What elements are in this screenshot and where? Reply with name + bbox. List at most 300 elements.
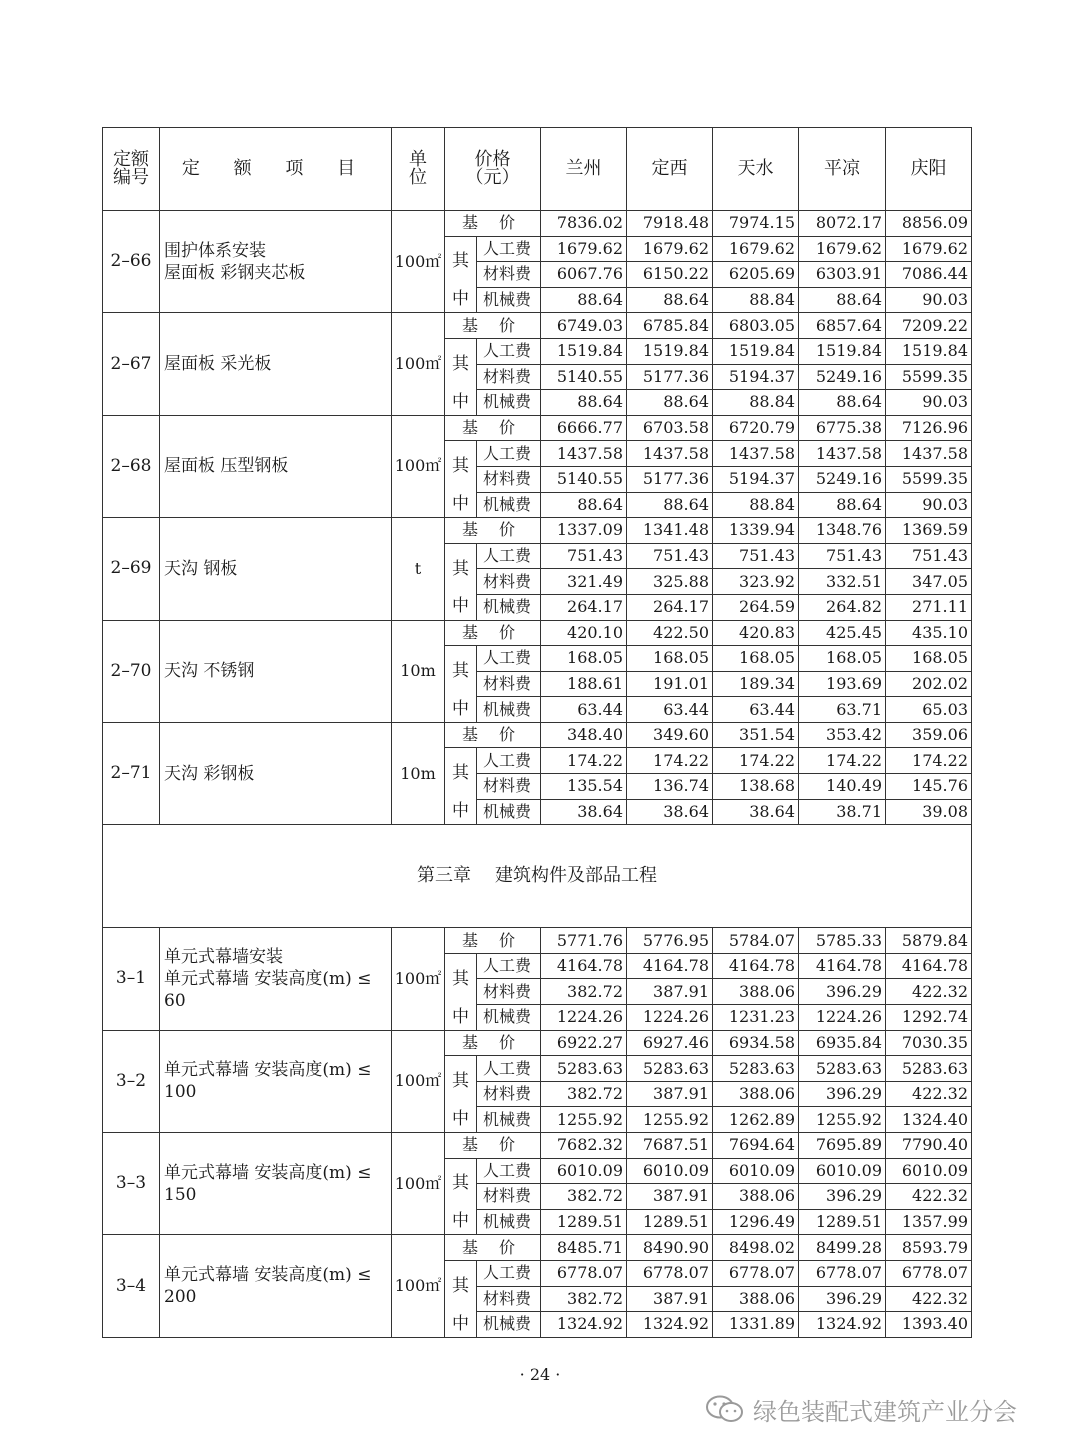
price-cell: 5194.37 (713, 466, 799, 492)
price-cell: 7687.51 (627, 1133, 713, 1159)
price-cell: 5140.55 (541, 364, 627, 390)
price-cell: 4164.78 (799, 953, 886, 979)
qi-label: 其 (445, 953, 477, 1004)
price-cell: 382.72 (541, 1286, 627, 1312)
price-cell: 193.69 (799, 671, 886, 697)
price-cell: 5784.07 (713, 928, 799, 954)
price-cell: 5194.37 (713, 364, 799, 390)
price-cell: 5283.63 (799, 1056, 886, 1082)
price-cell: 1437.58 (627, 441, 713, 467)
item-name (160, 211, 392, 313)
price-cell: 1289.51 (627, 1209, 713, 1235)
watermark-text: 绿色装配式建筑产业分会 (753, 1397, 1017, 1426)
price-cell: 189.34 (713, 671, 799, 697)
price-cell: 1231.23 (713, 1005, 799, 1031)
price-cell: 8498.02 (713, 1235, 799, 1261)
price-cell: 1337.09 (541, 518, 627, 544)
item-unit: 100㎡ (392, 928, 445, 1030)
qi-label: 其 (445, 338, 477, 389)
price-cell: 1369.59 (886, 518, 972, 544)
price-cell: 7682.32 (541, 1133, 627, 1159)
price-cell: 1519.84 (799, 338, 886, 364)
price-cell: 6934.58 (713, 1030, 799, 1056)
price-cell: 8593.79 (886, 1235, 972, 1261)
price-cell: 6927.46 (627, 1030, 713, 1056)
price-cell: 751.43 (541, 543, 627, 569)
price-cell: 1224.26 (799, 1005, 886, 1031)
item-name-line: 天沟 不锈钢 (164, 661, 255, 682)
price-cell: 1348.76 (799, 518, 886, 544)
item-unit: 100㎡ (392, 1133, 445, 1235)
price-cell: 88.84 (713, 287, 799, 313)
price-cell: 6935.84 (799, 1030, 886, 1056)
price-cell: 174.22 (713, 748, 799, 774)
price-cell: 5249.16 (799, 466, 886, 492)
item-unit: 10m (392, 620, 445, 722)
price-cell: 382.72 (541, 1184, 627, 1210)
price-cell: 63.44 (713, 697, 799, 723)
price-cell: 1679.62 (799, 236, 886, 262)
price-cell: 422.50 (627, 620, 713, 646)
price-cell: 88.64 (799, 287, 886, 313)
price-cell: 168.05 (799, 646, 886, 672)
cost-label: 机械费 (477, 1312, 541, 1338)
table-header (103, 128, 972, 211)
price-cell: 7790.40 (886, 1133, 972, 1159)
cost-label: 人工费 (477, 441, 541, 467)
cost-label: 人工费 (477, 236, 541, 262)
price-cell: 6778.07 (627, 1260, 713, 1286)
price-cell: 332.51 (799, 569, 886, 595)
item-name (160, 1030, 392, 1132)
item-name-line: 200 (164, 1287, 197, 1308)
price-cell: 396.29 (799, 1286, 886, 1312)
price-cell: 323.92 (713, 569, 799, 595)
price-cell: 388.06 (713, 1081, 799, 1107)
price-cell: 88.64 (627, 390, 713, 416)
cost-label: 机械费 (477, 594, 541, 620)
qi-label: 其 (445, 1056, 477, 1107)
price-cell: 4164.78 (886, 953, 972, 979)
price-cell: 174.22 (799, 748, 886, 774)
price-cell: 5283.63 (541, 1056, 627, 1082)
table-row-base (103, 1235, 972, 1261)
item-name-line: 天沟 钢板 (164, 558, 238, 579)
price-cell: 1255.92 (627, 1107, 713, 1133)
price-cell: 7694.64 (713, 1133, 799, 1159)
price-cell: 349.60 (627, 722, 713, 748)
item-code: 3–1 (103, 928, 160, 1030)
price-cell: 1289.51 (541, 1209, 627, 1235)
header-price: 价格 （元） (445, 128, 541, 211)
price-cell: 7126.96 (886, 415, 972, 441)
price-cell: 88.84 (713, 390, 799, 416)
price-cell: 7209.22 (886, 313, 972, 339)
price-cell: 382.72 (541, 979, 627, 1005)
price-cell: 88.64 (541, 390, 627, 416)
price-cell: 6067.76 (541, 262, 627, 288)
price-cell: 4164.78 (713, 953, 799, 979)
price-cell: 6785.84 (627, 313, 713, 339)
zhong-label: 中 (445, 594, 477, 620)
price-cell: 65.03 (886, 697, 972, 723)
item-name (160, 313, 392, 415)
price-cell: 5283.63 (886, 1056, 972, 1082)
price-cell: 751.43 (799, 543, 886, 569)
base-price-label: 基 价 (445, 620, 541, 646)
item-code: 2–68 (103, 415, 160, 517)
price-cell: 6857.64 (799, 313, 886, 339)
price-cell: 388.06 (713, 1286, 799, 1312)
table-row-base (103, 1133, 972, 1159)
quota-table (102, 127, 972, 1338)
item-code: 2–71 (103, 722, 160, 824)
table-row-base (103, 722, 972, 748)
header-unit: 单 位 (392, 128, 445, 211)
price-cell: 388.06 (713, 979, 799, 1005)
chapter-title: 建筑构件及部品工程 (495, 865, 657, 887)
price-cell: 6205.69 (713, 262, 799, 288)
table-row-base (103, 518, 972, 544)
price-cell: 1679.62 (713, 236, 799, 262)
cost-label: 人工费 (477, 953, 541, 979)
header-city: 平凉 (799, 128, 886, 211)
price-cell: 5283.63 (627, 1056, 713, 1082)
price-cell: 1679.62 (541, 236, 627, 262)
price-cell: 5177.36 (627, 364, 713, 390)
price-cell: 5249.16 (799, 364, 886, 390)
header-city: 庆阳 (886, 128, 972, 211)
chapter-heading (103, 825, 972, 928)
price-cell: 8490.90 (627, 1235, 713, 1261)
zhong-label: 中 (445, 1107, 477, 1133)
price-cell: 1437.58 (886, 441, 972, 467)
price-cell: 63.71 (799, 697, 886, 723)
price-cell: 425.45 (799, 620, 886, 646)
price-cell: 6010.09 (799, 1158, 886, 1184)
header-code: 定额 编号 (103, 128, 160, 211)
price-cell: 396.29 (799, 1184, 886, 1210)
base-price-label: 基 价 (445, 415, 541, 441)
price-cell: 420.83 (713, 620, 799, 646)
table-row-base (103, 620, 972, 646)
cost-label: 机械费 (477, 492, 541, 518)
item-name (160, 1133, 392, 1235)
price-cell: 359.06 (886, 722, 972, 748)
price-cell: 38.71 (799, 799, 886, 825)
price-cell: 396.29 (799, 1081, 886, 1107)
base-price-label: 基 价 (445, 1133, 541, 1159)
zhong-label: 中 (445, 287, 477, 313)
base-price-label: 基 价 (445, 1235, 541, 1261)
item-code: 2–70 (103, 620, 160, 722)
price-cell: 145.76 (886, 774, 972, 800)
price-cell: 88.64 (541, 287, 627, 313)
price-cell: 7836.02 (541, 211, 627, 237)
price-cell: 168.05 (627, 646, 713, 672)
base-price-label: 基 价 (445, 518, 541, 544)
qi-label: 其 (445, 1158, 477, 1209)
price-cell: 751.43 (886, 543, 972, 569)
price-cell: 347.05 (886, 569, 972, 595)
header-item: 定 额 项 目 (160, 128, 392, 211)
cost-label: 机械费 (477, 1005, 541, 1031)
price-cell: 6010.09 (886, 1158, 972, 1184)
price-cell: 1255.92 (799, 1107, 886, 1133)
base-price-label: 基 价 (445, 1030, 541, 1056)
price-cell: 135.54 (541, 774, 627, 800)
price-cell: 88.64 (799, 390, 886, 416)
price-cell: 1296.49 (713, 1209, 799, 1235)
price-cell: 88.64 (541, 492, 627, 518)
cost-label: 材料费 (477, 262, 541, 288)
price-cell: 351.54 (713, 722, 799, 748)
price-cell: 1519.84 (541, 338, 627, 364)
item-name-line: 单元式幕墙 安装高度(m) ≤ (164, 968, 372, 989)
price-cell: 6150.22 (627, 262, 713, 288)
price-cell: 422.32 (886, 1081, 972, 1107)
price-cell: 1224.26 (627, 1005, 713, 1031)
price-cell: 353.42 (799, 722, 886, 748)
price-cell: 422.32 (886, 979, 972, 1005)
price-cell: 422.32 (886, 1184, 972, 1210)
price-cell: 1679.62 (886, 236, 972, 262)
price-cell: 6778.07 (886, 1260, 972, 1286)
price-cell: 271.11 (886, 594, 972, 620)
price-cell: 7030.35 (886, 1030, 972, 1056)
price-cell: 6010.09 (713, 1158, 799, 1184)
price-cell: 420.10 (541, 620, 627, 646)
price-cell: 5785.33 (799, 928, 886, 954)
chapter-number: 第三章 (417, 865, 471, 887)
price-cell: 8499.28 (799, 1235, 886, 1261)
price-cell: 88.64 (627, 492, 713, 518)
price-cell: 6922.27 (541, 1030, 627, 1056)
item-name (160, 1235, 392, 1337)
cost-label: 机械费 (477, 390, 541, 416)
base-price-label: 基 价 (445, 313, 541, 339)
base-price-label: 基 价 (445, 928, 541, 954)
price-cell: 168.05 (886, 646, 972, 672)
qi-label: 其 (445, 236, 477, 287)
cost-label: 机械费 (477, 1209, 541, 1235)
item-unit: t (392, 518, 445, 620)
price-cell: 348.40 (541, 722, 627, 748)
price-cell: 321.49 (541, 569, 627, 595)
qi-label: 其 (445, 441, 477, 492)
price-cell: 387.91 (627, 1286, 713, 1312)
table-row-base (103, 928, 972, 954)
item-name (160, 722, 392, 824)
cost-label: 人工费 (477, 646, 541, 672)
item-unit: 10m (392, 722, 445, 824)
item-unit: 100㎡ (392, 1235, 445, 1337)
item-unit: 100㎡ (392, 1030, 445, 1132)
item-name-line: 围护体系安装 (164, 240, 266, 261)
price-cell: 6010.09 (541, 1158, 627, 1184)
price-cell: 1324.92 (799, 1312, 886, 1338)
table-row-base (103, 313, 972, 339)
cost-label: 人工费 (477, 1158, 541, 1184)
price-cell: 1519.84 (627, 338, 713, 364)
price-cell: 751.43 (627, 543, 713, 569)
cost-label: 材料费 (477, 979, 541, 1005)
item-name-line: 单元式幕墙安装 (164, 946, 283, 967)
price-cell: 388.06 (713, 1184, 799, 1210)
price-cell: 4164.78 (627, 953, 713, 979)
price-cell: 5283.63 (713, 1056, 799, 1082)
price-cell: 8485.71 (541, 1235, 627, 1261)
price-cell: 39.08 (886, 799, 972, 825)
price-cell: 6010.09 (627, 1158, 713, 1184)
item-name-line: 屋面板 采光板 (164, 354, 272, 375)
price-cell: 202.02 (886, 671, 972, 697)
price-cell: 188.61 (541, 671, 627, 697)
cost-label: 机械费 (477, 287, 541, 313)
item-name-line: 150 (164, 1184, 197, 1205)
price-cell: 382.72 (541, 1081, 627, 1107)
header-city: 天水 (713, 128, 799, 211)
price-cell: 5771.76 (541, 928, 627, 954)
watermark (705, 1391, 1017, 1427)
price-cell: 1224.26 (541, 1005, 627, 1031)
price-cell: 6720.79 (713, 415, 799, 441)
price-cell: 264.17 (627, 594, 713, 620)
price-cell: 6666.77 (541, 415, 627, 441)
base-price-label: 基 价 (445, 211, 541, 237)
price-cell: 1519.84 (713, 338, 799, 364)
price-cell: 6803.05 (713, 313, 799, 339)
price-cell: 138.68 (713, 774, 799, 800)
cost-label: 人工费 (477, 1056, 541, 1082)
price-cell: 325.88 (627, 569, 713, 595)
zhong-label: 中 (445, 1005, 477, 1031)
price-cell: 168.05 (713, 646, 799, 672)
price-cell: 7974.15 (713, 211, 799, 237)
price-cell: 5599.35 (886, 364, 972, 390)
item-unit: 100㎡ (392, 415, 445, 517)
table-row-base (103, 415, 972, 441)
qi-label: 其 (445, 646, 477, 697)
qi-label: 其 (445, 1260, 477, 1311)
cost-label: 机械费 (477, 799, 541, 825)
price-cell: 174.22 (886, 748, 972, 774)
price-cell: 6778.07 (799, 1260, 886, 1286)
zhong-label: 中 (445, 799, 477, 825)
price-cell: 1262.89 (713, 1107, 799, 1133)
price-cell: 90.03 (886, 390, 972, 416)
cost-label: 人工费 (477, 338, 541, 364)
item-code: 2–69 (103, 518, 160, 620)
qi-label: 其 (445, 748, 477, 799)
item-name-line: 屋面板 压型钢板 (164, 456, 289, 477)
item-name-line: 100 (164, 1082, 197, 1103)
price-cell: 1324.92 (627, 1312, 713, 1338)
price-cell: 5599.35 (886, 466, 972, 492)
price-cell: 1289.51 (799, 1209, 886, 1235)
price-cell: 5140.55 (541, 466, 627, 492)
zhong-label: 中 (445, 1312, 477, 1338)
price-cell: 1519.84 (886, 338, 972, 364)
item-name (160, 518, 392, 620)
table-row-base (103, 211, 972, 237)
item-code: 3–4 (103, 1235, 160, 1337)
item-name-line: 天沟 彩钢板 (164, 763, 255, 784)
item-name-line: 单元式幕墙 安装高度(m) ≤ (164, 1162, 372, 1183)
item-name-line: 单元式幕墙 安装高度(m) ≤ (164, 1060, 372, 1081)
price-cell: 422.32 (886, 1286, 972, 1312)
cost-label: 人工费 (477, 1260, 541, 1286)
price-cell: 38.64 (627, 799, 713, 825)
price-cell: 1339.94 (713, 518, 799, 544)
table-row-base (103, 1030, 972, 1056)
price-cell: 136.74 (627, 774, 713, 800)
price-cell: 5177.36 (627, 466, 713, 492)
cost-label: 材料费 (477, 466, 541, 492)
price-cell: 1437.58 (541, 441, 627, 467)
price-cell: 168.05 (541, 646, 627, 672)
price-cell: 140.49 (799, 774, 886, 800)
cost-label: 人工费 (477, 543, 541, 569)
item-code: 3–2 (103, 1030, 160, 1132)
price-cell: 6775.38 (799, 415, 886, 441)
price-cell: 6778.07 (713, 1260, 799, 1286)
item-code: 2–66 (103, 211, 160, 313)
qi-label: 其 (445, 543, 477, 594)
price-cell: 264.59 (713, 594, 799, 620)
price-cell: 387.91 (627, 1081, 713, 1107)
item-name (160, 620, 392, 722)
chapter-row (103, 825, 972, 928)
cost-label: 人工费 (477, 748, 541, 774)
price-cell: 174.22 (627, 748, 713, 774)
price-cell: 751.43 (713, 543, 799, 569)
header-city: 兰州 (541, 128, 627, 211)
price-cell: 38.64 (541, 799, 627, 825)
price-cell: 435.10 (886, 620, 972, 646)
price-cell: 7695.89 (799, 1133, 886, 1159)
price-cell: 88.84 (713, 492, 799, 518)
item-unit: 100㎡ (392, 313, 445, 415)
zhong-label: 中 (445, 492, 477, 518)
zhong-label: 中 (445, 390, 477, 416)
price-cell: 5776.95 (627, 928, 713, 954)
price-cell: 38.64 (713, 799, 799, 825)
price-cell: 1292.74 (886, 1005, 972, 1031)
price-cell: 1393.40 (886, 1312, 972, 1338)
item-name (160, 415, 392, 517)
item-code: 3–3 (103, 1133, 160, 1235)
price-cell: 6749.03 (541, 313, 627, 339)
cost-label: 机械费 (477, 697, 541, 723)
zhong-label: 中 (445, 697, 477, 723)
cost-label: 机械费 (477, 1107, 541, 1133)
price-cell: 1357.99 (886, 1209, 972, 1235)
price-cell: 6778.07 (541, 1260, 627, 1286)
price-cell: 1679.62 (627, 236, 713, 262)
item-name-line: 屋面板 彩钢夹芯板 (164, 262, 306, 283)
price-cell: 5879.84 (886, 928, 972, 954)
price-cell: 396.29 (799, 979, 886, 1005)
item-name (160, 928, 392, 1030)
price-cell: 387.91 (627, 1184, 713, 1210)
price-cell: 387.91 (627, 979, 713, 1005)
cost-label: 材料费 (477, 1184, 541, 1210)
price-cell: 8856.09 (886, 211, 972, 237)
price-cell: 63.44 (627, 697, 713, 723)
price-cell: 1341.48 (627, 518, 713, 544)
price-cell: 264.82 (799, 594, 886, 620)
